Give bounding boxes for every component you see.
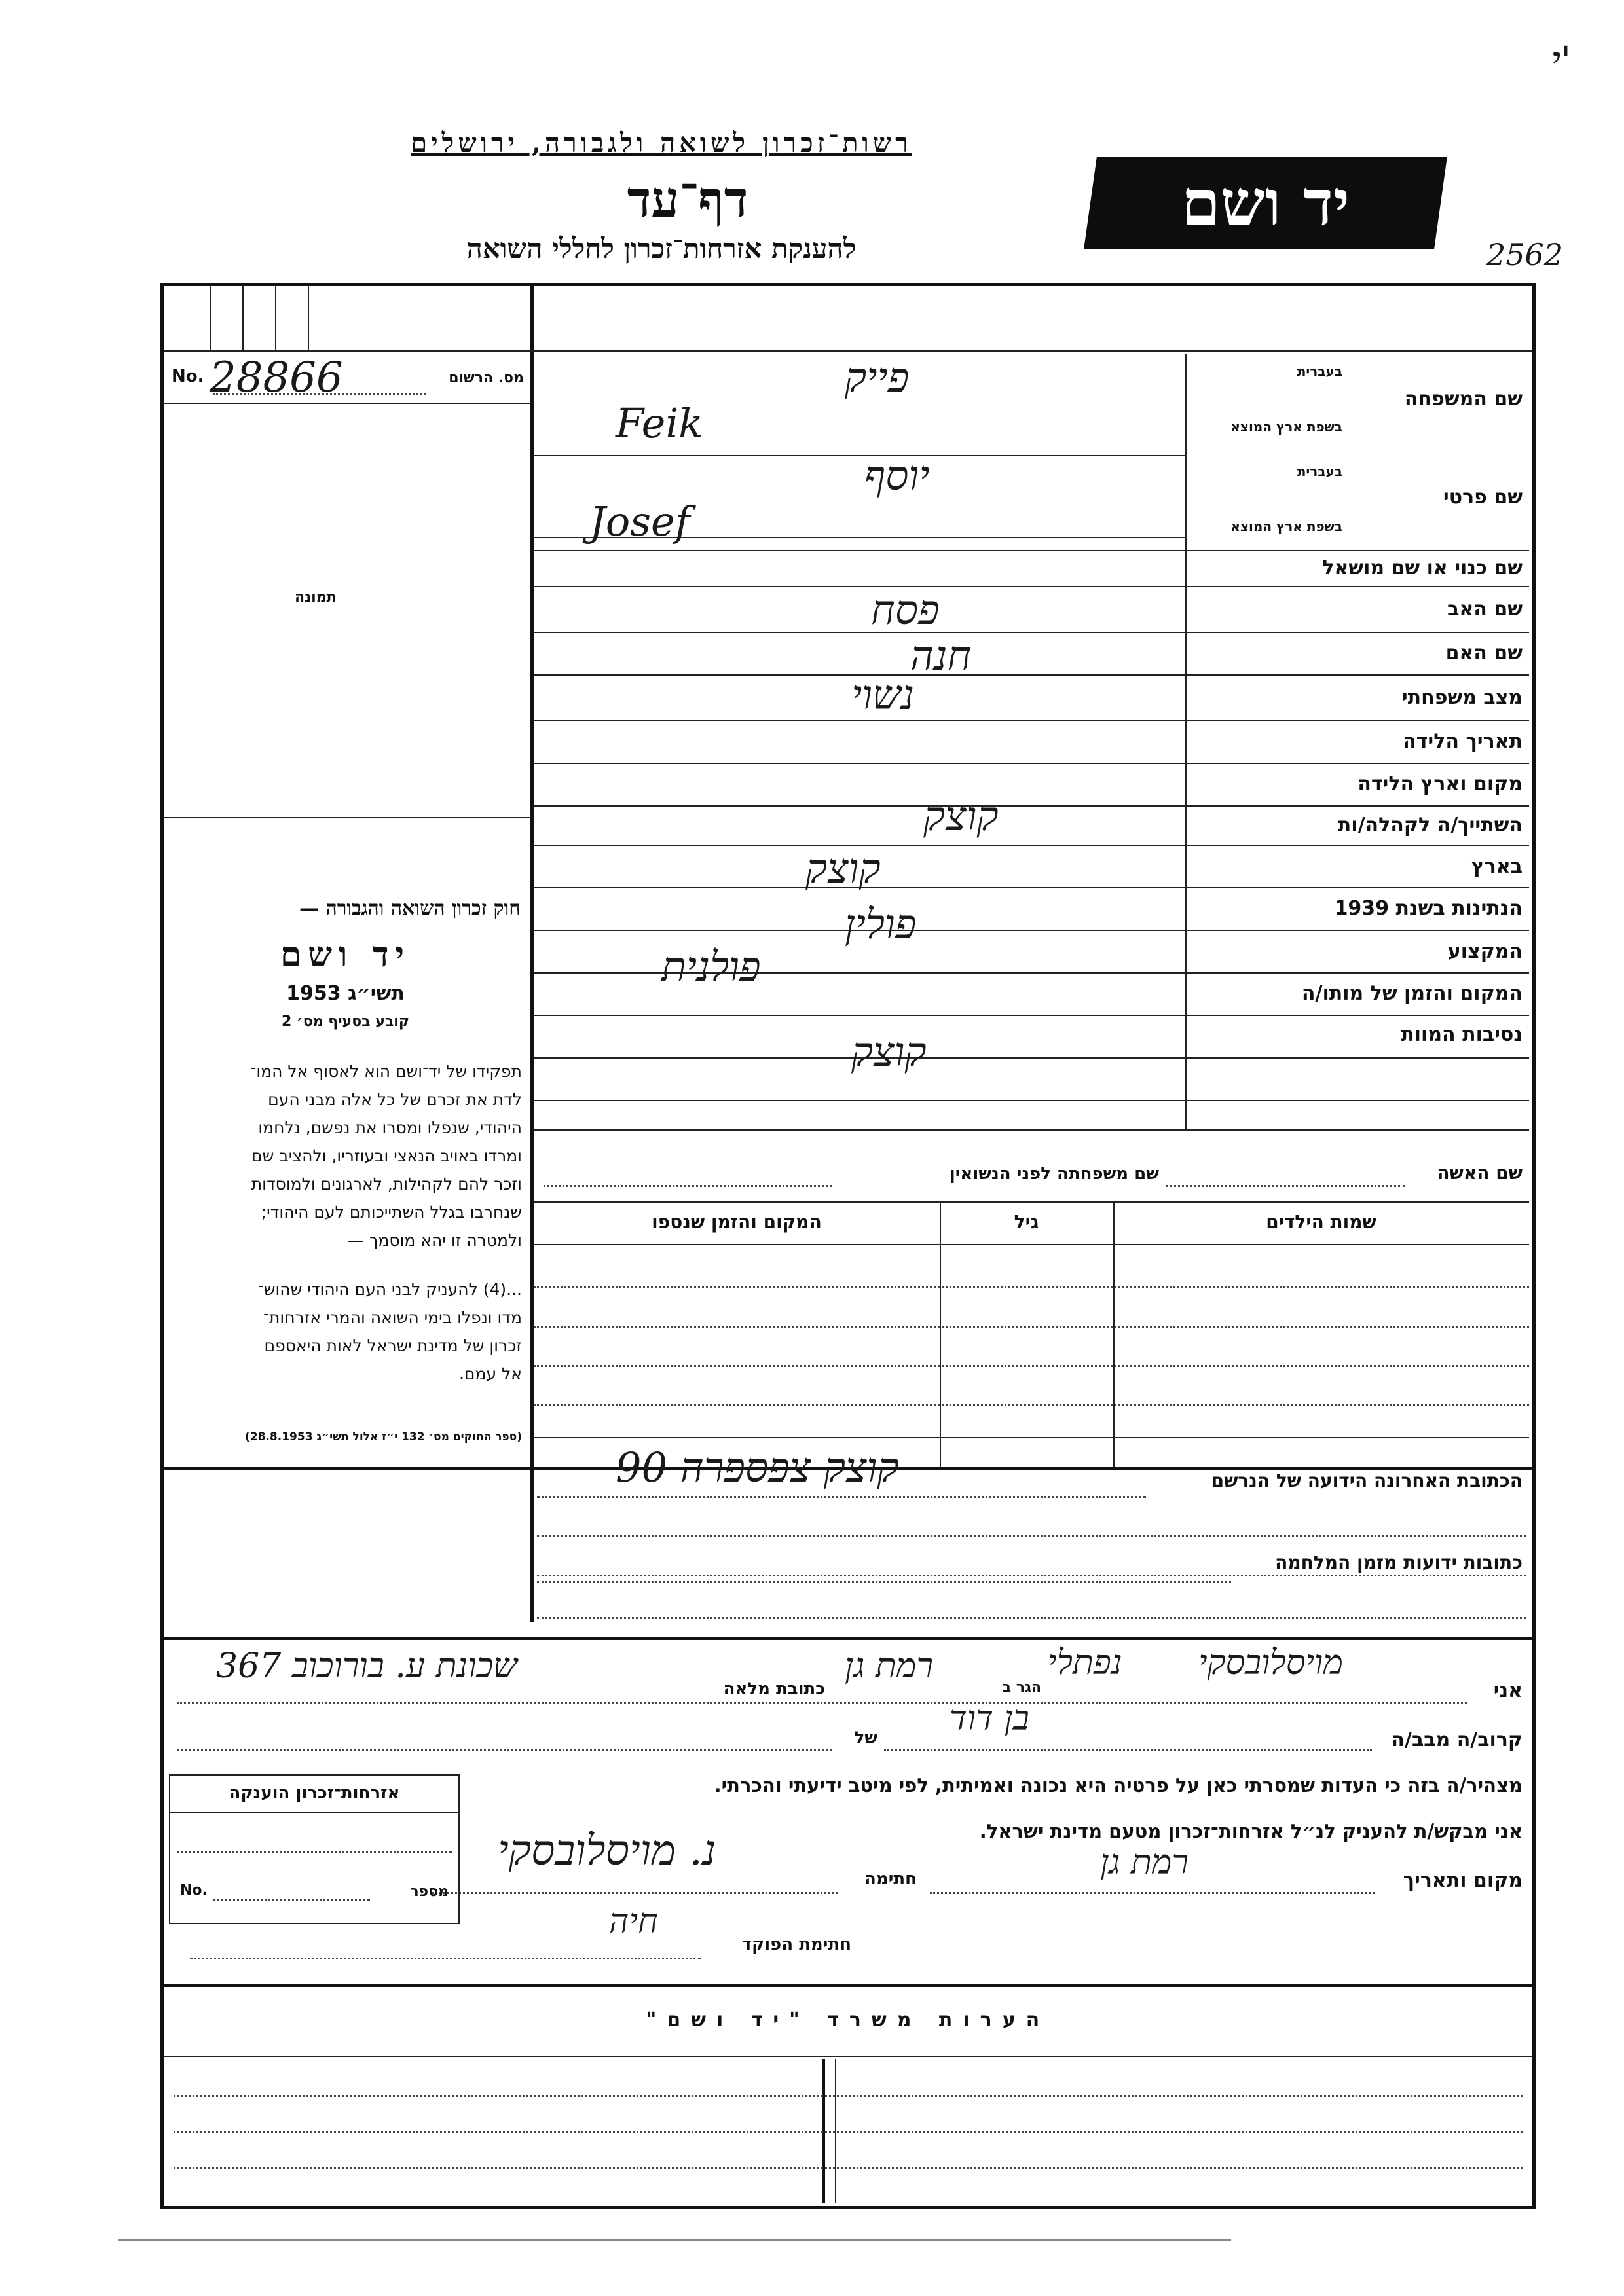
- country-value: פולין: [845, 900, 917, 948]
- firstname-hebrew-sub: בעברית: [1297, 464, 1342, 479]
- death-cause-label: נסיבות המוות: [1401, 1023, 1522, 1046]
- officer-label: חתימת הפוקד: [741, 1935, 851, 1954]
- mother-label: שם האם: [1445, 642, 1522, 665]
- relation-label: קרוב/ה מבב/ה: [1391, 1728, 1522, 1751]
- community-value: קוצק: [805, 845, 881, 892]
- signature-label: חתימה: [864, 1869, 917, 1889]
- law-text-line: מדו ונפלו בימי השואה והמרי אזרחות־: [263, 1308, 522, 1327]
- witness-name: מויסלובסקי: [1198, 1643, 1344, 1683]
- citizenship-number-label: מספר: [410, 1884, 449, 1900]
- witness-city: רמת גן: [845, 1647, 934, 1686]
- citizenship-no-label: No.: [180, 1882, 208, 1899]
- side-number: 2562: [1486, 237, 1564, 272]
- law-year: תשי״ג 1953: [286, 982, 405, 1005]
- country-label: בארץ: [1471, 855, 1522, 878]
- label-column-divider: [1185, 354, 1187, 1129]
- firstname-hebrew-value: יוסף: [864, 452, 930, 500]
- witness-first: נפתלי: [1048, 1643, 1122, 1683]
- mother-value: חנה: [910, 632, 972, 680]
- nationality-value: פולנית: [661, 943, 761, 991]
- surname-hebrew-value: פייק: [845, 354, 910, 401]
- place-date-label: מקום ותאריך: [1403, 1869, 1522, 1892]
- citizenship-box-title: אזרחות־זכרון הוענקה: [229, 1783, 400, 1803]
- community-label: השתייך/ה לקהלה/ות: [1337, 814, 1522, 837]
- law-text-line: שנחרבו בגלל השתייכותם לעם היהודי;: [261, 1203, 522, 1222]
- witness-ani-label: אני: [1493, 1679, 1522, 1702]
- last-address-label: הכתובת האחרונה הידועה של הנרשם: [1211, 1470, 1522, 1491]
- firstname-origin-value: Josef: [589, 498, 690, 545]
- witness-full-address: שכונת ע. בורוכוב 367: [216, 1647, 517, 1686]
- law-text-line: לדת את זכרם של כל אלה מבני העם: [268, 1090, 522, 1109]
- law-text-line: זכרון של מדינת ישראל לאות היאספם: [264, 1336, 522, 1355]
- request-text: אני מבקש/ת להעניק לנ״ל אזרחות־זכרון מטעם מדינת ישראל.: [979, 1820, 1522, 1842]
- death-value: קוצק: [851, 1028, 927, 1076]
- remarks-title: הערות משרד "יד ושם": [646, 2009, 1050, 2032]
- authority-title: רשות־זכרון לשואה ולגבורה, ירושלים: [411, 128, 912, 158]
- witness-signature: נ. מויסלובסקי: [498, 1827, 716, 1875]
- yad-vashem-logo: [1084, 157, 1447, 249]
- law-text-line: ומרדו באויב הנאצי ובעוזריו, ולהציב שם: [251, 1146, 522, 1165]
- law-text-line: היהודי, שנפלו ומסרו את נפשם, נלחמו: [258, 1118, 522, 1137]
- left-column-divider: [530, 286, 534, 1622]
- reg-no-label: No.: [172, 367, 204, 386]
- relation-value: בן דוד: [950, 1699, 1029, 1738]
- page-corner-mark: י': [1551, 38, 1572, 82]
- law-text-line: אל עמם.: [458, 1364, 522, 1383]
- children-col-age: גיל: [1014, 1211, 1039, 1233]
- wife-label: שם האשה: [1437, 1162, 1522, 1184]
- law-text-line: ...(4) להעניק לבני העם היהודי שהוש־: [257, 1280, 522, 1299]
- father-value: פסח: [871, 586, 940, 634]
- law-text-line: וזכר להם לקהילות, לארגונים ולמוסדות: [251, 1175, 522, 1194]
- logo-text: יד ושם: [1181, 166, 1350, 240]
- war-address-label: כתובות ידועות מזמן המלחמה: [1275, 1552, 1522, 1573]
- reg-label: מס. הרשום: [449, 370, 524, 386]
- firstname-origin-sub: בשפת ארץ המוצא: [1230, 519, 1342, 534]
- firstname-label: שם פרטי: [1443, 486, 1522, 509]
- witness-full-address-label: כתובת מלאה: [723, 1679, 825, 1699]
- last-address-value: קוצק צפספרה 90: [616, 1444, 899, 1491]
- marital-label: מצב משפחתי: [1401, 686, 1522, 709]
- declaration-text: מצהיר/ה בזה כי העדות שמסרתי כאן על פרטיה היא נכונה ואמיתית, לפי מיטב ידיעתי והכרתי.: [714, 1774, 1522, 1796]
- marital-value: נשוי: [851, 671, 915, 719]
- profession-label: המקצוע: [1447, 940, 1522, 963]
- children-col-place: המקום והזמן שנספו: [652, 1211, 822, 1233]
- law-clause: קובע בסעיף מס׳ 2: [281, 1013, 410, 1030]
- death-label: המקום והזמן של מותו/ה: [1301, 982, 1522, 1005]
- birthplace-value: קוצק: [923, 792, 999, 840]
- children-col-names: שמות הילדים: [1266, 1211, 1376, 1233]
- law-text-block-2: [172, 1275, 522, 1388]
- law-text-line: תפקידו של יד־ושם הוא לאסוף אל המו־: [250, 1062, 522, 1081]
- citizenship-box: [169, 1774, 460, 1924]
- law-source: (ספר החוקים מס׳ 132 י״ז אלול תשי״ג 28.8.1953): [245, 1430, 522, 1444]
- form-subtitle: להענקת אזרחות־זכרון לחללי השואה: [466, 232, 857, 264]
- surname-origin-sub: בשפת ארץ המוצא: [1230, 419, 1342, 435]
- witness-resides-label: הגר ב: [1002, 1679, 1041, 1696]
- form-title: דף־עד: [627, 170, 748, 228]
- nationality-label: הנתינות בשנת 1939: [1334, 897, 1522, 920]
- nickname-label: שם כנוי או שם מושאל: [1322, 556, 1522, 579]
- top-strip-line: [164, 350, 1532, 352]
- reg-no-value: 28866: [210, 354, 343, 402]
- surname-hebrew-sub: בעברית: [1297, 363, 1342, 379]
- officer-signature: חיה: [609, 1902, 658, 1941]
- photo-label: תמונה: [295, 589, 337, 606]
- birthplace-label: מקום וארץ הלידה: [1357, 773, 1522, 795]
- law-name: יד ושם: [280, 935, 411, 975]
- birthdate-label: תאריך הלידה: [1403, 730, 1522, 753]
- law-title: חוק זכרון השואה והגבורה —: [299, 897, 521, 920]
- place-date-value: רמת גן: [1100, 1843, 1189, 1882]
- wife-maiden-label: שם משפחתה לפני הנשואין: [949, 1164, 1159, 1184]
- law-text-line: ולמטרה זו יהא מוסמך —: [348, 1231, 522, 1250]
- relation-of-label: של: [854, 1728, 877, 1748]
- surname-label: שם המשפחה: [1404, 388, 1522, 410]
- father-label: שם האב: [1447, 598, 1522, 621]
- law-text-block: [172, 1057, 522, 1254]
- surname-origin-value: Feik: [616, 399, 703, 447]
